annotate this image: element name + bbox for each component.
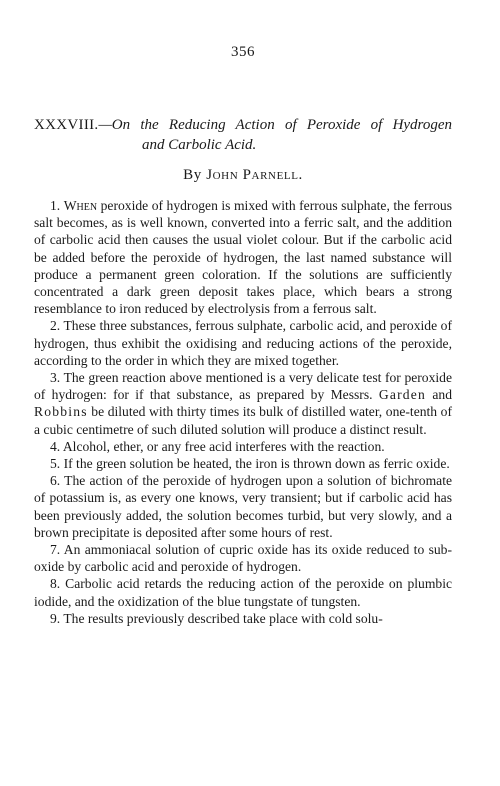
paragraph-number: 6. [50, 473, 61, 489]
paragraph-7 [34, 541, 452, 575]
paragraph-text: An ammoniacal solution of cupric oxide has its oxide reduced to sub-oxide by carbolic acid and peroxide of hydrogen. [34, 542, 452, 575]
paragraph-2 [34, 317, 452, 369]
paragraph-number: 3. [50, 370, 61, 386]
paragraph-number: 5. [50, 456, 61, 472]
article-author [34, 167, 452, 184]
article-title-line-1 [34, 115, 452, 135]
paragraph-5 [34, 455, 452, 472]
article-title-line-2: and Carbolic Acid. [142, 137, 257, 153]
paragraph-number: 9. [50, 610, 61, 626]
paragraph-text: Alcohol, ether, or any free acid interferes with the reaction. [62, 438, 385, 454]
paragraph-4 [34, 438, 452, 455]
person-name-robbins: Robbins [34, 404, 88, 420]
paragraph-text-mid: and [426, 387, 452, 403]
paragraph-1 [34, 197, 452, 317]
paragraph-text: peroxide of hydrogen is mixed with ferrous sulphate, the ferrous salt becomes, as is well known, converted into a ferric salt, and the addition of carbolic acid then causes the usual violet colour. But if the carbolic acid be added before the peroxide of hydrogen, the last named substance will produce a permanent green coloration. If the solutions are sufficiently concentrated a dark green deposit takes place, which bears a strong resemblance to iron reduced by electrolysis from a ferrous salt. [34, 198, 452, 317]
article-numeral: XXXVIII. [34, 117, 99, 133]
paragraph-number: 8. [50, 576, 61, 592]
paragraph-number: 2. [50, 318, 61, 334]
paragraph-text-before: The green reaction above mentioned is a very delicate test for peroxide of hydrogen: for if that substance, as prepared by Messrs. [34, 370, 453, 403]
author-prefix: By [183, 167, 202, 183]
paragraph-text: Carbolic acid retards the reducing action of the peroxide on plumbic iodide, and the oxidization of the blue tungstate of tungsten. [34, 576, 453, 609]
paragraph-number: 1. [50, 198, 61, 213]
paragraph-number: 7. [50, 542, 61, 558]
article-body [34, 197, 452, 627]
paragraph-number: 4. [50, 438, 61, 454]
paragraph-text-after: be diluted with thirty times its bulk of distilled water, one-tenth of a cubic centimetre of such diluted solution will produce a distinct result. [34, 404, 452, 437]
article-title-text: —On the Reducing Action of Peroxide of Hydrogen [98, 117, 452, 133]
article-title [34, 115, 452, 155]
paragraph-text: These three substances, ferrous sulphate, carbolic acid, and peroxide of hydrogen, thus exhibit the oxidising and reducing actions of the peroxide, according to the order in which they are mixed together. [34, 318, 452, 368]
paragraph-text: If the green solution be heated, the iron is thrown down as ferric oxide. [63, 456, 450, 472]
page-number: 356 [231, 44, 255, 60]
paragraph-9 [34, 610, 452, 627]
paragraph-text: The action of the peroxide of hydrogen upon a solution of bichromate of potassium is, as every one knows, very transient; but if carbolic acid has been previously added, the solution becomes turbid, but very slowly, and a brown precipitate is deposited after some hours of rest. [34, 473, 453, 540]
paragraph-3 [34, 369, 452, 438]
paragraph-lead-word: When [63, 198, 98, 213]
paragraph-8 [34, 575, 452, 609]
person-name-garden: Garden [378, 387, 427, 403]
author-name: John Parnell. [206, 167, 303, 183]
paragraph-text: The results previously described take place with cold solu- [63, 610, 383, 626]
paragraph-6 [34, 472, 452, 541]
